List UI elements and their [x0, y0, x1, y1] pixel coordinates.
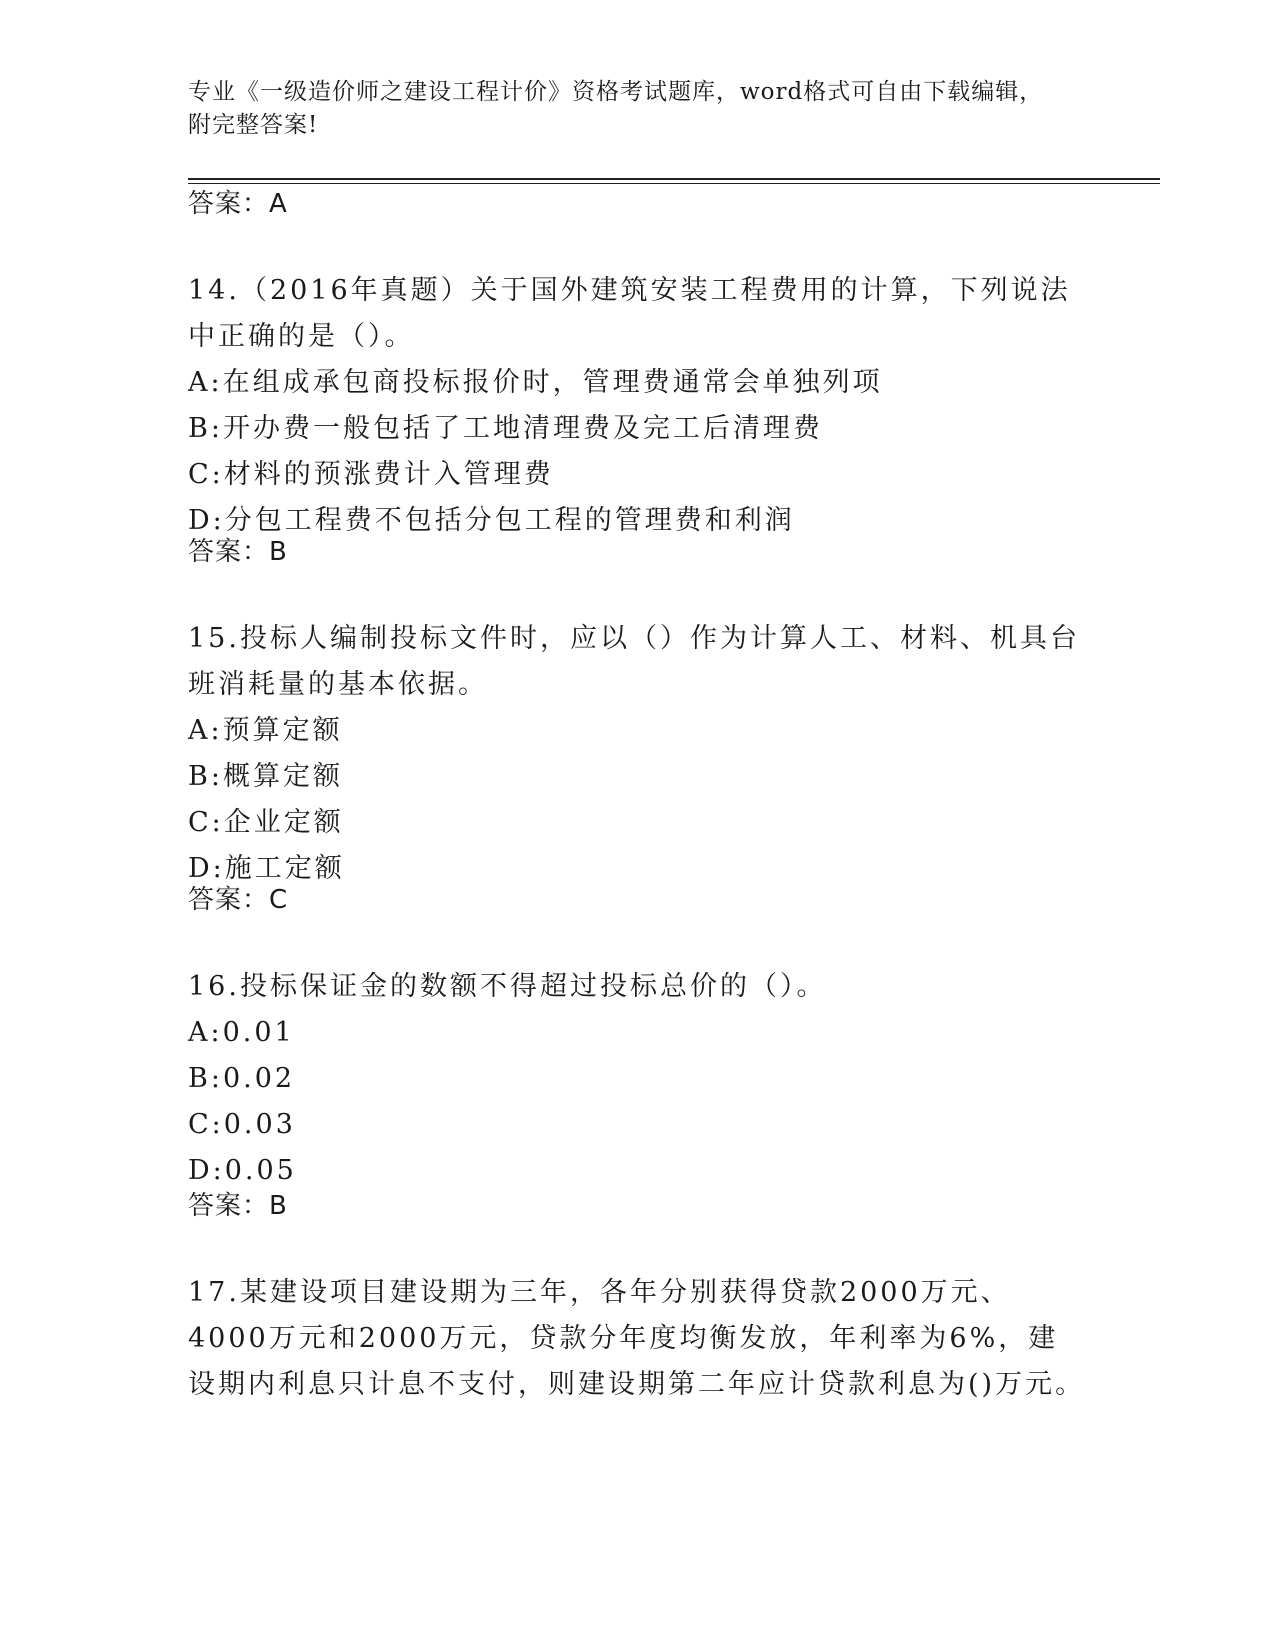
question-stem: 14.（2016年真题）关于国外建筑安装工程费用的计算，下列说法中正确的是（）。 — [188, 275, 1071, 352]
header-divider-thin — [188, 183, 1160, 184]
question-17 — [188, 1270, 1088, 1408]
answer-16: 答案：B — [188, 1191, 288, 1221]
question-stem: 17.某建设项目建设期为三年，各年分别获得贷款2000万元、4000万元和2000万元，贷款分年度均衡发放，年利率为6%，建设期内利息只计息不支付，则建设期第二年应计贷款利息为()万元。 — [188, 1277, 1086, 1400]
option-c: C:材料的预涨费计入管理费 — [188, 459, 554, 490]
answer-13: 答案：A — [188, 189, 288, 219]
question-16 — [188, 964, 1088, 1194]
header-divider-thick — [188, 178, 1160, 180]
document-header — [188, 76, 1068, 142]
question-stem: 15.投标人编制投标文件时，应以（）作为计算人工、材料、机具台班消耗量的基本依据。 — [188, 623, 1080, 700]
option-d: D:施工定额 — [188, 853, 345, 884]
header-line-1: 专业《一级造价师之建设工程计价》资格考试题库，word格式可自由下载编辑， — [188, 79, 1044, 105]
option-b: B:开办费一般包括了工地清理费及完工后清理费 — [188, 413, 823, 444]
option-b: B:概算定额 — [188, 761, 343, 792]
question-14 — [188, 268, 1088, 544]
option-b: B:0.02 — [188, 1063, 296, 1094]
header-line-2: 附完整答案! — [188, 112, 319, 138]
question-15 — [188, 616, 1088, 892]
answer-14: 答案：B — [188, 537, 288, 567]
option-a: A:0.01 — [188, 1017, 295, 1048]
option-d: D:分包工程费不包括分包工程的管理费和利润 — [188, 505, 795, 536]
option-a: A:在组成承包商投标报价时，管理费通常会单独列项 — [188, 367, 883, 398]
question-stem: 16.投标保证金的数额不得超过投标总价的（）。 — [188, 971, 827, 1002]
option-c: C:企业定额 — [188, 807, 344, 838]
option-a: A:预算定额 — [188, 715, 343, 746]
option-d: D:0.05 — [188, 1155, 297, 1186]
option-c: C:0.03 — [188, 1109, 296, 1140]
answer-15: 答案：C — [188, 885, 289, 915]
